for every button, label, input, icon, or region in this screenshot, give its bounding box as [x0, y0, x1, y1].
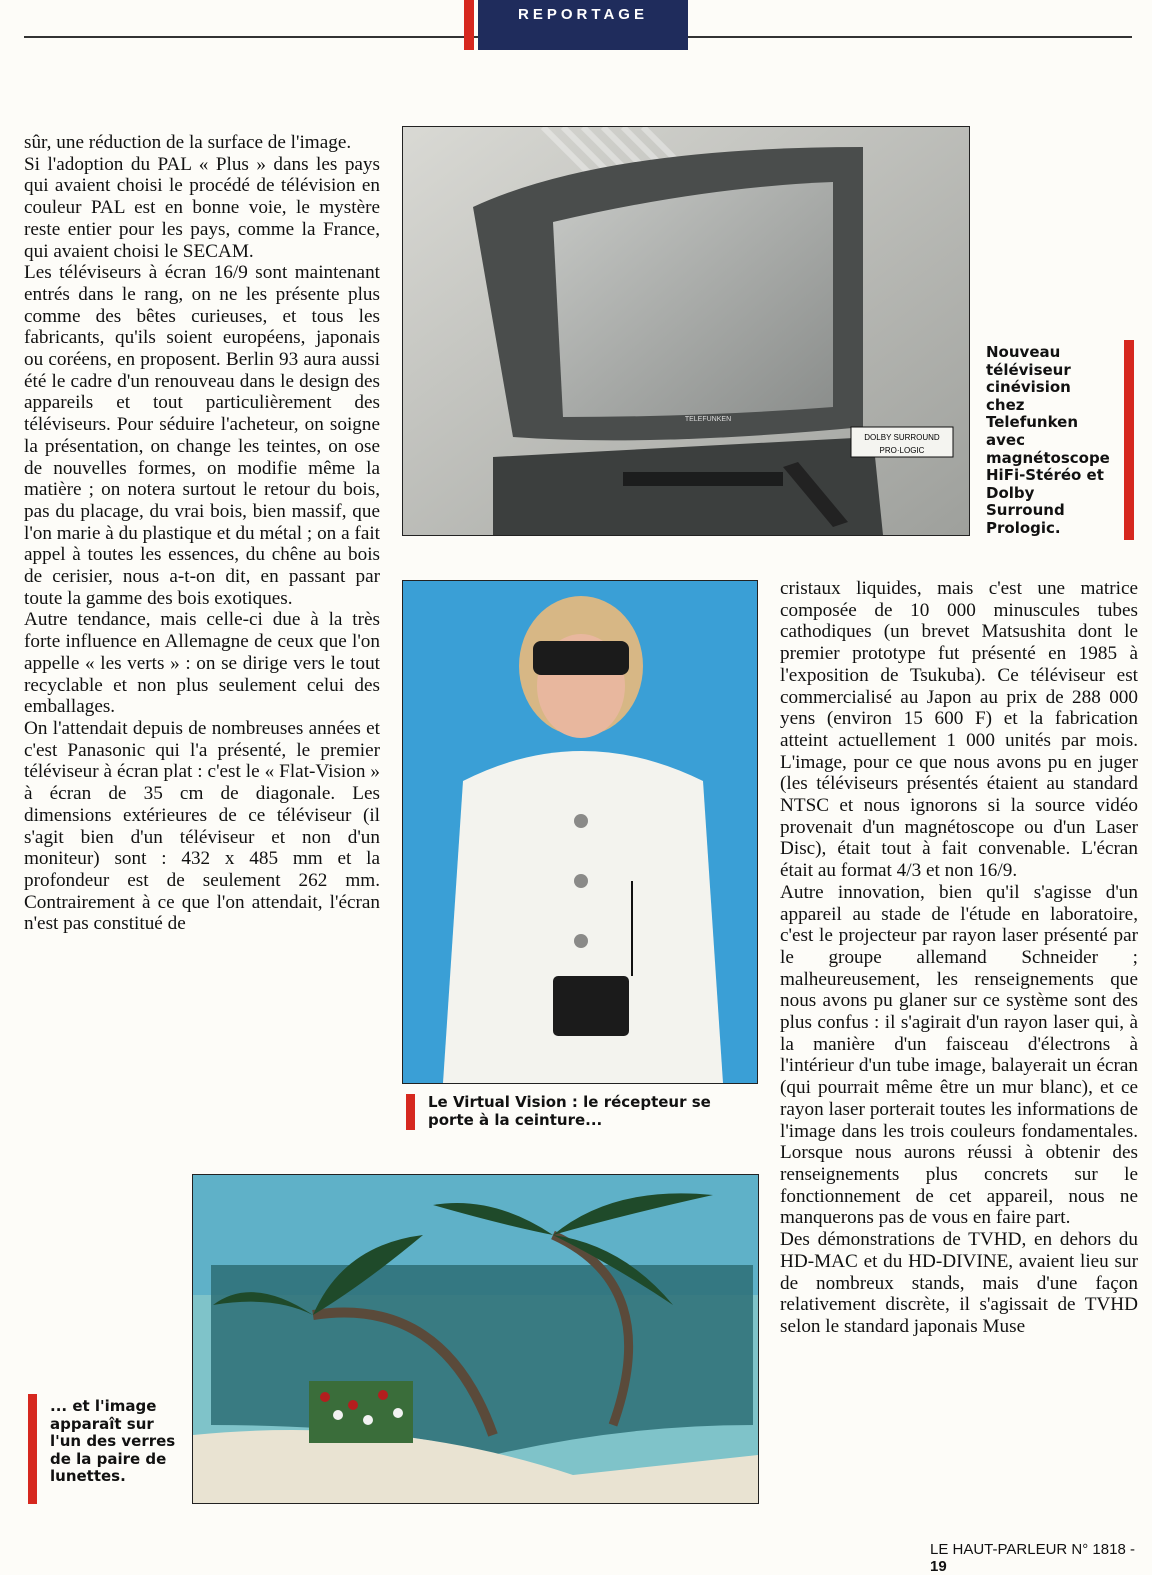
paragraph: Autre innovation, bien qu'il s'agisse d'un appareil au stade de l'étude en laboratoire, c'est le projecteur par rayon laser présenté par le groupe allemand Schneider ; malheureusement, les renseignements que nous avons pu glaner sur ce système sont des plus confus : il s'agirait d'un rayon laser qui, à la manière d'un faisceau d'électrons à l'intérieur d'un tube image, balayerait un écran (qui pourrait même être un mur blanc), et ce rayon laser porterait toutes les informations de l'image dans les trois couleurs fondamentales. Lorsque nous aurons réussi à obtenir des renseignements plus concrets sur le fonctionnement de cet appareil, nous ne manquerons pas de vous en faire part. — [780, 881, 1138, 1229]
paragraph: Les téléviseurs à écran 16/9 sont maintenant entrés dans le rang, on ne les présente plus comme des bêtes curieuses, et tous les fabricants, qu'ils soient européens, japonais ou coréens, en proposent. Berlin 93 aura aussi été le cadre d'un renouveau dans le design des appareils et tout particulièrement des téléviseurs. Pour séduire l'acheteur, on soigne la présentation, on change les teintes, on ose de nouvelles formes, on modifie même la matière ; on notera surtout le retour du bois, pas du placage, du vrai bois, bien massif, que l'on marie à du plastique et du métal ; on a fait appel à toutes les essences, du chêne au bois de cerisier, nous a-t-on dit, en passant par toute la gamme des bois exotiques. — [24, 262, 380, 609]
palm-beach-illustration — [193, 1175, 758, 1503]
paragraph: Si l'adoption du PAL « Plus » dans les pays qui avaient choisi le procédé de télévision en couleur PAL est en bonne voie, le mystère reste entier pour les pays, comme la France, qui avaient choisi le SECAM. — [24, 153, 380, 262]
section-label: REPORTAGE — [518, 6, 648, 23]
magazine-issue: LE HAUT-PARLEUR N° 1818 - — [930, 1541, 1135, 1558]
paragraph: Des démonstrations de TVHD, en dehors du HD-MAC et du HD-DIVINE, avaient lieu sur de nombreux stands, mais d'une façon relativement discrète, il s'agissait de TVHD selon le standard japonais Muse — [780, 1229, 1138, 1337]
paragraph: On l'attendait depuis de nombreuses années et c'est Panasonic qui l'a présenté, le premier téléviseur à écran plat : c'est le « Flat-Vision » à écran de 35 cm de diagonale. Les dimensions extérieures de ce téléviseur (il s'agit bien d'un téléviseur et non d'un moniteur) sont : 432 x 485 mm et la profondeur est de seulement 262 mm. Contrairement à ce que l'on attendait, l'écran n'est pas constitué de — [24, 717, 380, 935]
woman-with-headset-illustration — [403, 581, 757, 1083]
article-column-right — [780, 578, 1138, 1338]
prologic-logo-text: PRO·LOGIC — [879, 446, 925, 455]
beach-display-photo — [192, 1174, 759, 1504]
article-column-left — [24, 132, 380, 935]
page-footer — [930, 1541, 1152, 1575]
telefunken-tv-photo — [402, 126, 970, 536]
virtual-vision-photo — [402, 580, 758, 1084]
paragraph: sûr, une réduction de la surface de l'image. — [24, 132, 352, 153]
page-number: 19 — [930, 1558, 947, 1575]
photo-caption-tv: Nouveau téléviseur cinévision chez Telefunken avec magnétoscope HiFi-Stéréo et Dolby Surround Prologic. — [986, 343, 1110, 537]
paragraph: Autre tendance, mais celle-ci due à la très forte influence en Allemagne de ceux que l'on appelle « les verts » : on se dirige vers le tout recyclable et non plus seulement celui des emballages. — [24, 609, 380, 718]
dolby-logo-text: DOLBY SURROUND — [864, 433, 940, 442]
photo-caption-virtual-vision: Le Virtual Vision : le récepteur se porte à la ceinture... — [428, 1093, 711, 1129]
paragraph: cristaux liquides, mais c'est une matrice composée de 10 000 minuscules tubes cathodiques (un brevet Matsushita dont le premier prototype fut présenté en 1985 à l'exposition de Tsukuba). Ce téléviseur est commercialisé au Japon au prix de 288 000 yens (environ 15 600 F) et la fabrication atteint actuellement 1 000 unités par mois. L'image, pour ce que nous avons pu en juger (les téléviseurs présentés étaient au standard NTSC et nous ignorons si la source vidéo provenait d'un magnétoscope ou d'un Laser Disc), était tout à fait convenable. L'écran était au format 4/3 et non 16/9. — [780, 578, 1138, 882]
caption-accent-bar — [406, 1094, 415, 1130]
tv-illustration — [403, 127, 969, 535]
header-accent-bar — [464, 0, 474, 50]
caption-accent-bar — [28, 1394, 37, 1504]
photo-caption-beach: ... et l'image apparaît sur l'un des verres de la paire de lunettes. — [50, 1397, 176, 1486]
tv-brand-text: TELEFUNKEN — [684, 416, 732, 423]
caption-accent-bar — [1124, 340, 1134, 540]
